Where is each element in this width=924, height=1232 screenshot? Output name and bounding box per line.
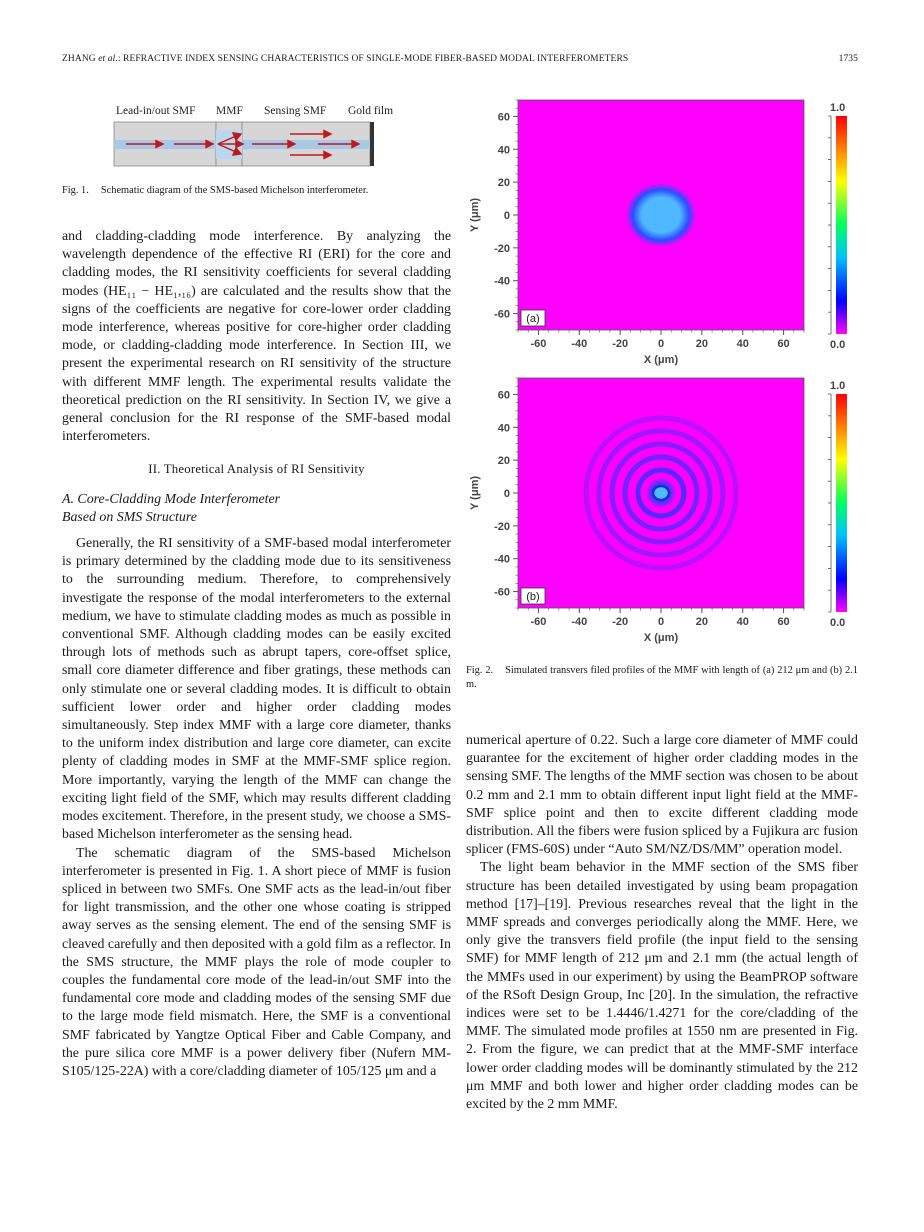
- y-tick-label: -60: [494, 586, 510, 599]
- panel-b: [469, 378, 847, 644]
- figure-1-caption: Fig. 1. Schematic diagram of the SMS-based Michelson interferometer.: [62, 185, 369, 196]
- x-tick-label: -60: [530, 338, 547, 350]
- x-tick-label: -20: [612, 338, 629, 350]
- y-tick-label: 40: [497, 422, 510, 435]
- subsection-heading: A. Core-Cladding Mode Interferometer Based on SMS Structure: [62, 491, 281, 525]
- y-tick-label: -60: [494, 308, 510, 321]
- figure-1-schematic: [112, 100, 412, 170]
- x-axis-label: X (μm): [643, 354, 679, 366]
- colorbar: [836, 116, 847, 334]
- y-tick-label: 60: [497, 111, 510, 124]
- y-tick-label: 0: [503, 210, 510, 222]
- y-axis-label: Y (μm): [469, 475, 481, 511]
- panel-a: [469, 100, 847, 366]
- left-column: [62, 228, 451, 1081]
- y-tick-label: 0: [503, 488, 510, 500]
- header-title: ZHANG et al.: REFRACTIVE INDEX SENSING CHARACTERISTICS OF SINGLE-MODE FIBER-BASED MODAL INTERFEROMETERS: [62, 54, 629, 64]
- y-tick-label: 20: [497, 177, 510, 190]
- right-column: [466, 732, 858, 1114]
- y-axis-label: Y (μm): [469, 197, 481, 233]
- y-tick-label: -20: [494, 242, 510, 255]
- fig1-label-mmf: MMF: [216, 105, 243, 117]
- figure-2-caption: Fig. 2. Simulated transvers filed profiles of the MMF with length of (a) 212 μm and (b) 2.1 m.: [466, 665, 858, 690]
- fig1-label-gold: Gold film: [348, 105, 394, 117]
- page-number: 1735: [838, 54, 858, 64]
- fig1-label-leadin: Lead-in/out SMF: [116, 105, 196, 117]
- x-tick-label: 40: [736, 616, 749, 628]
- gold-film: [370, 122, 374, 166]
- x-axis-label: X (μm): [643, 632, 679, 644]
- paragraph-schematic: The schematic diagram of the SMS-based Michelson interferometer is presented in Fig. 1. A short piece of MMF is fusion spliced in between two SMFs. One SMF acts as the lead-in/out fiber for light transmission, and the other one whose coating is stripped away serves as the sensing element. The end of the sensing SMF is cleaved carefully and then deposited with a gold film as a reflector. In the SMS structure, the MMF plays the role of mode coupler to couples the fundamental core mode of the lead-in/out SMF into the fundamental core mode and cladding modes of the sensing SMF due to the large mode field mismatch. Here, the SMF is a conventional SMF fabricated by Yangtze Optical Fiber and Cable Company, and the pure silica core MMF is a power delivery fiber (Nufern MM-S105/125-22A) with a core/cladding diameter of 105/125 μm and a: [62, 845, 451, 1079]
- colorbar-max-label: 1.0: [830, 380, 846, 392]
- x-tick-label: 60: [777, 616, 790, 628]
- y-tick-label: 20: [497, 455, 510, 468]
- colorbar: [836, 394, 847, 612]
- fig1-label-sensing: Sensing SMF: [264, 105, 327, 117]
- paragraph-mmf-details: numerical aperture of 0.22. Such a large core diameter of MMF could guarantee for the excitement of higher order cladding modes in the sensing SMF. The lengths of the MMF section was chosen to be about 0.2 mm and 2.1 mm to obtain different input light field at the MMF-SMF splice point and then to excite different cladding mode distribution. All the fibers were fusion spliced by a Fujikura arc fusion splicer (FMS-60S) under “Auto SM/NZ/DS/MM” operation model.: [466, 733, 858, 858]
- center-spot: [626, 183, 696, 247]
- x-tick-label: 40: [736, 338, 749, 350]
- x-tick-label: -40: [571, 616, 588, 628]
- y-tick-label: 40: [497, 144, 510, 157]
- x-tick-label: 0: [657, 616, 665, 628]
- paragraph-intro-end: and cladding-cladding mode interference. By analyzing the wavelength dependence of the effective RI (ERI) for the core and cladding modes, the RI sensitivity coefficients for several cladding modes (HE₁₁ − HE₁,₁₆) are calculated and the results show that the signs of the coefficients are negative for core-lower order cladding mode interference, whereas positive for core-higher order cladding mode, or cladding-cladding mode interference. In Section III, we present the experimental research on RI sensitivity of the structure with different MMF length. The experimental results validate the theoretical prediction on the RI sensitivity. In Section IV, we give a general conclusion for the RI response of the SMF-based modal interferometers.: [62, 229, 452, 445]
- center-spot: [653, 486, 669, 500]
- x-tick-label: -20: [612, 616, 629, 628]
- panel-tag: (a): [526, 313, 540, 325]
- y-tick-label: 60: [497, 389, 510, 402]
- paragraph-cladding-modes: Generally, the RI sensitivity of a SMF-based modal interferometer is primary determined by the cladding mode due to its sensitiveness to the surrounding medium. Therefore, to comprehensively investigate the response of the modal interferometers to the external medium, we have to stimulate cladding modes as much as possible in conventional SMF. Although cladding modes can be easily excited through lots of methods such as abrupt tapers, core-offset splice, small core diameter difference and fiber gratings, these methods can only stimulate one or several cladding modes. It is difficult to obtain sufficient lower order and higher order cladding modes simultaneously. Step index MMF with a large core diameter, thanks to the uniform index distribution and large core diameter, can excite plenty of cladding modes in SMF at the MMF-SMF splice region. More importantly, varying the length of the MMF can change the exciting light field of the SMF, which may results different cladding modes excitement. Therefore, in the present study, we choose a SMS-based Michelson interferometer as the sensing head.: [62, 536, 451, 843]
- x-tick-label: 60: [777, 338, 790, 350]
- y-tick-label: -40: [494, 275, 510, 288]
- figure-2-field-profiles: [464, 96, 864, 656]
- colorbar-min-label: 0.0: [830, 339, 846, 351]
- x-tick-label: 20: [695, 338, 708, 350]
- x-tick-label: 20: [695, 616, 708, 628]
- y-tick-label: -20: [494, 520, 510, 533]
- x-tick-label: -60: [530, 616, 547, 628]
- y-tick-label: -40: [494, 553, 510, 566]
- panel-tag: (b): [526, 591, 540, 603]
- colorbar-min-label: 0.0: [830, 617, 846, 629]
- paragraph-beam-behavior: The light beam behavior in the MMF section of the SMS fiber structure has been detailed investigated by using beam propagation method [17]–[19]. Previous researches reveal that the light in the MMF spreads and converges periodically along the MMF. Here, we only give the transvers field profile (the input field to the sensing SMF) for MMF length of 212 μm and 2.1 mm (the actual length of the MMFs used in our experiment) by using the BeamPROP software of the RSoft Design Group, Inc [20]. In the simulation, the refractive indices were set to be 1.4446/1.4271 for the core/cladding of the MMF. The simulated mode profiles at 1550 nm are presented in Fig. 2. From the figure, we can predict that at the MMF-SMF interface lower order cladding modes will be dominantly stimulated by the 212 μm MMF and both lower and higher order cladding modes can be excited by the 2 mm MMF.: [466, 860, 858, 1113]
- colorbar-max-label: 1.0: [830, 102, 846, 114]
- x-tick-label: -40: [571, 338, 588, 350]
- section-heading: II. Theoretical Analysis of RI Sensitivity: [148, 462, 365, 477]
- x-tick-label: 0: [657, 338, 665, 350]
